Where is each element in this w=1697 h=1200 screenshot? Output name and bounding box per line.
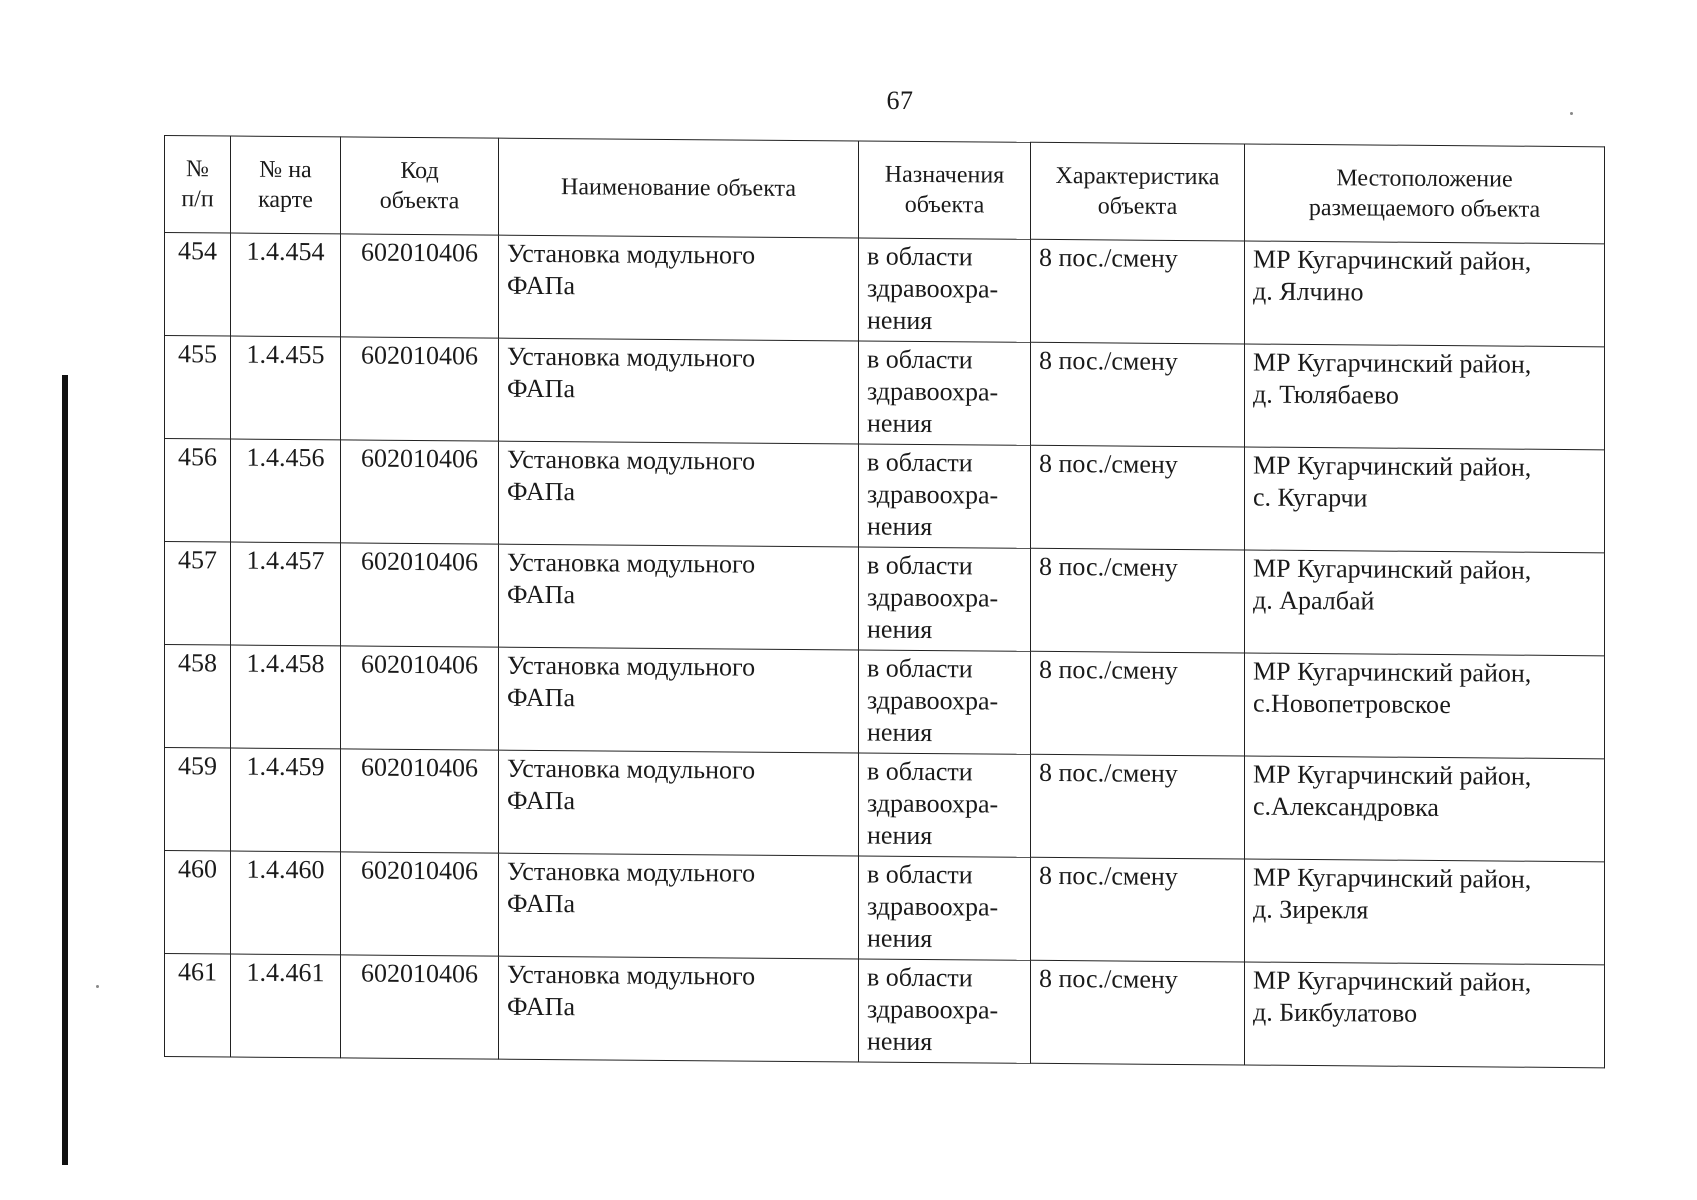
cell-object-location: МР Кугарчинский район, с.Александровка xyxy=(1245,756,1605,862)
cell-object-name: Установка модульного ФАПа xyxy=(499,235,859,341)
page-number: 67 xyxy=(886,86,914,115)
cell-object-name: Установка модульного ФАПа xyxy=(499,853,859,959)
cell-object-name: Установка модульного ФАПа xyxy=(499,544,859,650)
cell-object-location: МР Кугарчинский район, д. Аралбай xyxy=(1245,550,1605,656)
cell-object-code: 602010406 xyxy=(341,852,499,956)
cell-object-code: 602010406 xyxy=(341,543,499,647)
cell-object-location: МР Кугарчинский район, с. Кугарчи xyxy=(1245,447,1605,553)
cell-num: 461 xyxy=(165,954,231,1058)
cell-object-location: МР Кугарчинский район, с.Новопетровское xyxy=(1245,653,1605,759)
table-row xyxy=(165,748,1605,862)
cell-object-code: 602010406 xyxy=(341,955,499,1059)
table-row xyxy=(165,542,1605,656)
scan-speck xyxy=(1570,112,1573,115)
header-object-name: Наименование объекта xyxy=(499,138,859,238)
cell-object-characteristic: 8 пос./смену xyxy=(1031,857,1245,962)
cell-object-name: Установка модульного ФАПа xyxy=(499,956,859,1062)
cell-object-purpose: в области здравоохра- нения xyxy=(859,959,1031,1063)
table-row xyxy=(165,336,1605,450)
objects-table xyxy=(164,135,1605,1068)
cell-object-characteristic: 8 пос./смену xyxy=(1031,754,1245,859)
cell-object-characteristic: 8 пос./смену xyxy=(1031,342,1245,447)
scan-speck xyxy=(96,985,99,988)
cell-object-location: МР Кугарчинский район, д. Зирекля xyxy=(1245,859,1605,965)
table-row xyxy=(165,439,1605,553)
cell-map-num: 1.4.459 xyxy=(231,748,341,852)
table-row xyxy=(165,954,1605,1068)
scan-edge-mark xyxy=(62,375,68,1165)
cell-object-characteristic: 8 пос./смену xyxy=(1031,548,1245,653)
cell-object-code: 602010406 xyxy=(341,749,499,853)
cell-num: 460 xyxy=(165,851,231,955)
header-map-num: № на карте xyxy=(231,136,341,234)
cell-object-purpose: в области здравоохра- нения xyxy=(859,753,1031,857)
cell-object-purpose: в области здравоохра- нения xyxy=(859,650,1031,754)
cell-num: 457 xyxy=(165,542,231,646)
cell-object-name: Установка модульного ФАПа xyxy=(499,338,859,444)
cell-object-characteristic: 8 пос./смену xyxy=(1031,239,1245,344)
cell-object-code: 602010406 xyxy=(341,234,499,338)
header-object-location: Местоположение размещаемого объекта xyxy=(1245,144,1605,244)
cell-map-num: 1.4.461 xyxy=(231,954,341,1058)
cell-num: 458 xyxy=(165,645,231,749)
cell-object-name: Установка модульного ФАПа xyxy=(499,750,859,856)
cell-object-code: 602010406 xyxy=(341,337,499,441)
cell-object-location: МР Кугарчинский район, д. Ялчино xyxy=(1245,241,1605,347)
cell-object-characteristic: 8 пос./смену xyxy=(1031,651,1245,756)
cell-object-characteristic: 8 пос./смену xyxy=(1031,960,1245,1065)
cell-num: 459 xyxy=(165,748,231,852)
header-object-purpose: Назначения объекта xyxy=(859,141,1031,239)
header-num: № п/п xyxy=(165,136,231,234)
cell-object-code: 602010406 xyxy=(341,440,499,544)
cell-object-location: МР Кугарчинский район, д. Тюлябаево xyxy=(1245,344,1605,450)
header-object-characteristic: Характеристика объекта xyxy=(1031,142,1245,241)
cell-object-purpose: в области здравоохра- нения xyxy=(859,856,1031,960)
cell-object-purpose: в области здравоохра- нения xyxy=(859,444,1031,548)
cell-num: 456 xyxy=(165,439,231,543)
cell-object-name: Установка модульного ФАПа xyxy=(499,647,859,753)
table-header-row xyxy=(165,136,1605,244)
cell-map-num: 1.4.456 xyxy=(231,439,341,543)
cell-num: 454 xyxy=(165,233,231,337)
cell-object-location: МР Кугарчинский район, д. Бикбулатово xyxy=(1245,962,1605,1068)
cell-map-num: 1.4.457 xyxy=(231,542,341,646)
cell-num: 455 xyxy=(165,336,231,440)
table-row xyxy=(165,233,1605,347)
cell-map-num: 1.4.454 xyxy=(231,233,341,337)
header-object-code: Код объекта xyxy=(341,137,499,235)
cell-object-purpose: в области здравоохра- нения xyxy=(859,547,1031,651)
cell-object-name: Установка модульного ФАПа xyxy=(499,441,859,547)
cell-map-num: 1.4.460 xyxy=(231,851,341,955)
cell-object-characteristic: 8 пос./смену xyxy=(1031,445,1245,550)
cell-object-purpose: в области здравоохра- нения xyxy=(859,238,1031,342)
table-container xyxy=(164,135,1604,1068)
cell-object-code: 602010406 xyxy=(341,646,499,750)
cell-object-purpose: в области здравоохра- нения xyxy=(859,341,1031,445)
cell-map-num: 1.4.455 xyxy=(231,336,341,440)
table-row xyxy=(165,645,1605,759)
table-row xyxy=(165,851,1605,965)
cell-map-num: 1.4.458 xyxy=(231,645,341,749)
